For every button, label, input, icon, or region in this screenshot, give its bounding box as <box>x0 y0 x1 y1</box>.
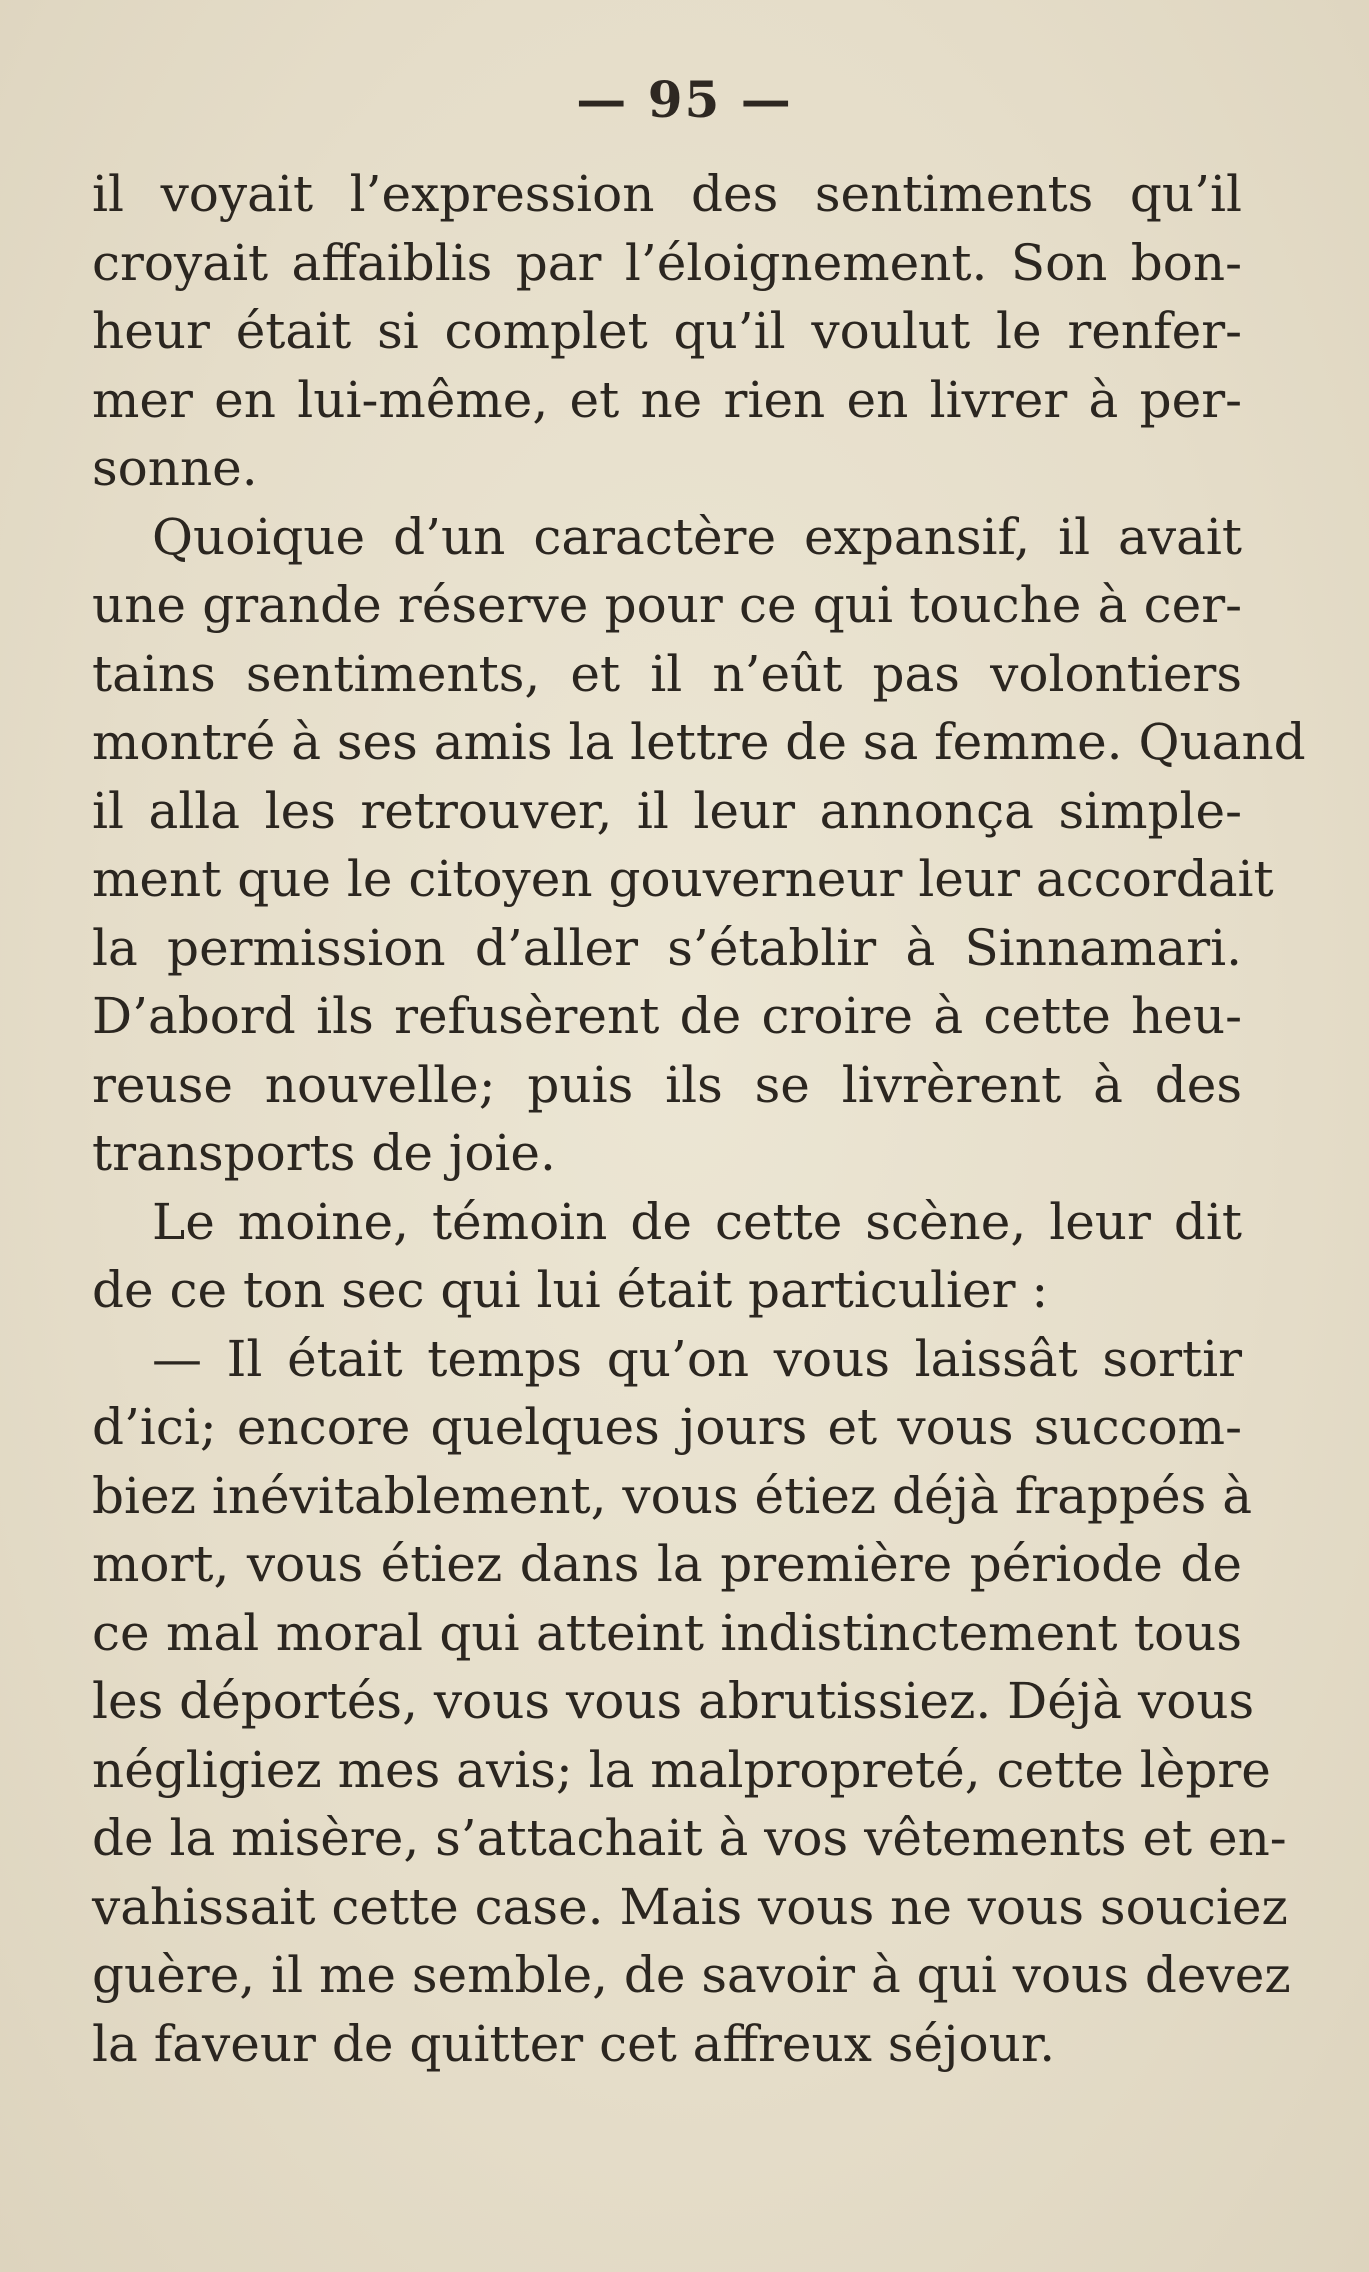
text-line: de ce ton sec qui lui était particulier : <box>92 1261 1049 1319</box>
page-number: — 95 — <box>576 70 793 129</box>
text-line: sonne. <box>92 439 258 497</box>
text-line: il alla les retrouver, il leur annonça simple- <box>92 781 1242 840</box>
text-line: D’abord ils refusèrent de croire à cette heu- <box>92 987 1242 1045</box>
text-line: Quoique d’un caractère expansif, il avait <box>152 507 1242 566</box>
text-line: mort, vous étiez dans la première période de <box>92 1535 1242 1593</box>
text-line: tains sentiments, et il n’eût pas volontiers <box>92 644 1242 703</box>
text-line: la permission d’aller s’établir à Sinnamari. <box>92 918 1242 977</box>
text-line: ment que le citoyen gouverneur leur accordait <box>92 850 1274 908</box>
text-line: ce mal moral qui atteint indistinctement tous <box>92 1603 1242 1662</box>
text-line: une grande réserve pour ce qui touche à cer- <box>92 576 1242 634</box>
text-line: la faveur de quitter cet affreux séjour. <box>92 2014 1056 2073</box>
text-line: — Il était temps qu’on vous laissât sortir <box>152 1329 1242 1388</box>
text-line: heur était si complet qu’il voulut le renfer- <box>92 302 1242 360</box>
text-line: guère, il me semble, de savoir à qui vous devez <box>92 1946 1291 2004</box>
text-line: Le moine, témoin de cette scène, leur dit <box>152 1192 1242 1251</box>
text-line: croyait affaiblis par l’éloignement. Son bon- <box>92 233 1242 292</box>
text-line: reuse nouvelle; puis ils se livrèrent à des <box>92 1055 1242 1114</box>
text-line: il voyait l’expression des sentiments qu’il <box>92 165 1242 223</box>
text-line: transports de joie. <box>92 1124 556 1182</box>
text-line: les déportés, vous vous abrutissiez. Déjà vous <box>92 1672 1255 1730</box>
text-line: mer en lui-même, et ne rien en livrer à per- <box>92 370 1242 429</box>
text-line: biez inévitablement, vous étiez déjà frappés à <box>92 1466 1253 1525</box>
body-text <box>92 160 1306 2078</box>
text-line: de la misère, s’attachait à vos vêtements et en- <box>92 1809 1287 1867</box>
text-line: négligiez mes avis; la malpropreté, cette lèpre <box>92 1740 1271 1799</box>
text-line: vahissait cette case. Mais vous ne vous souciez <box>92 1877 1288 1936</box>
text-line: montré à ses amis la lettre de sa femme. Quand <box>92 713 1306 771</box>
text-line: d’ici; encore quelques jours et vous succom- <box>92 1398 1242 1456</box>
